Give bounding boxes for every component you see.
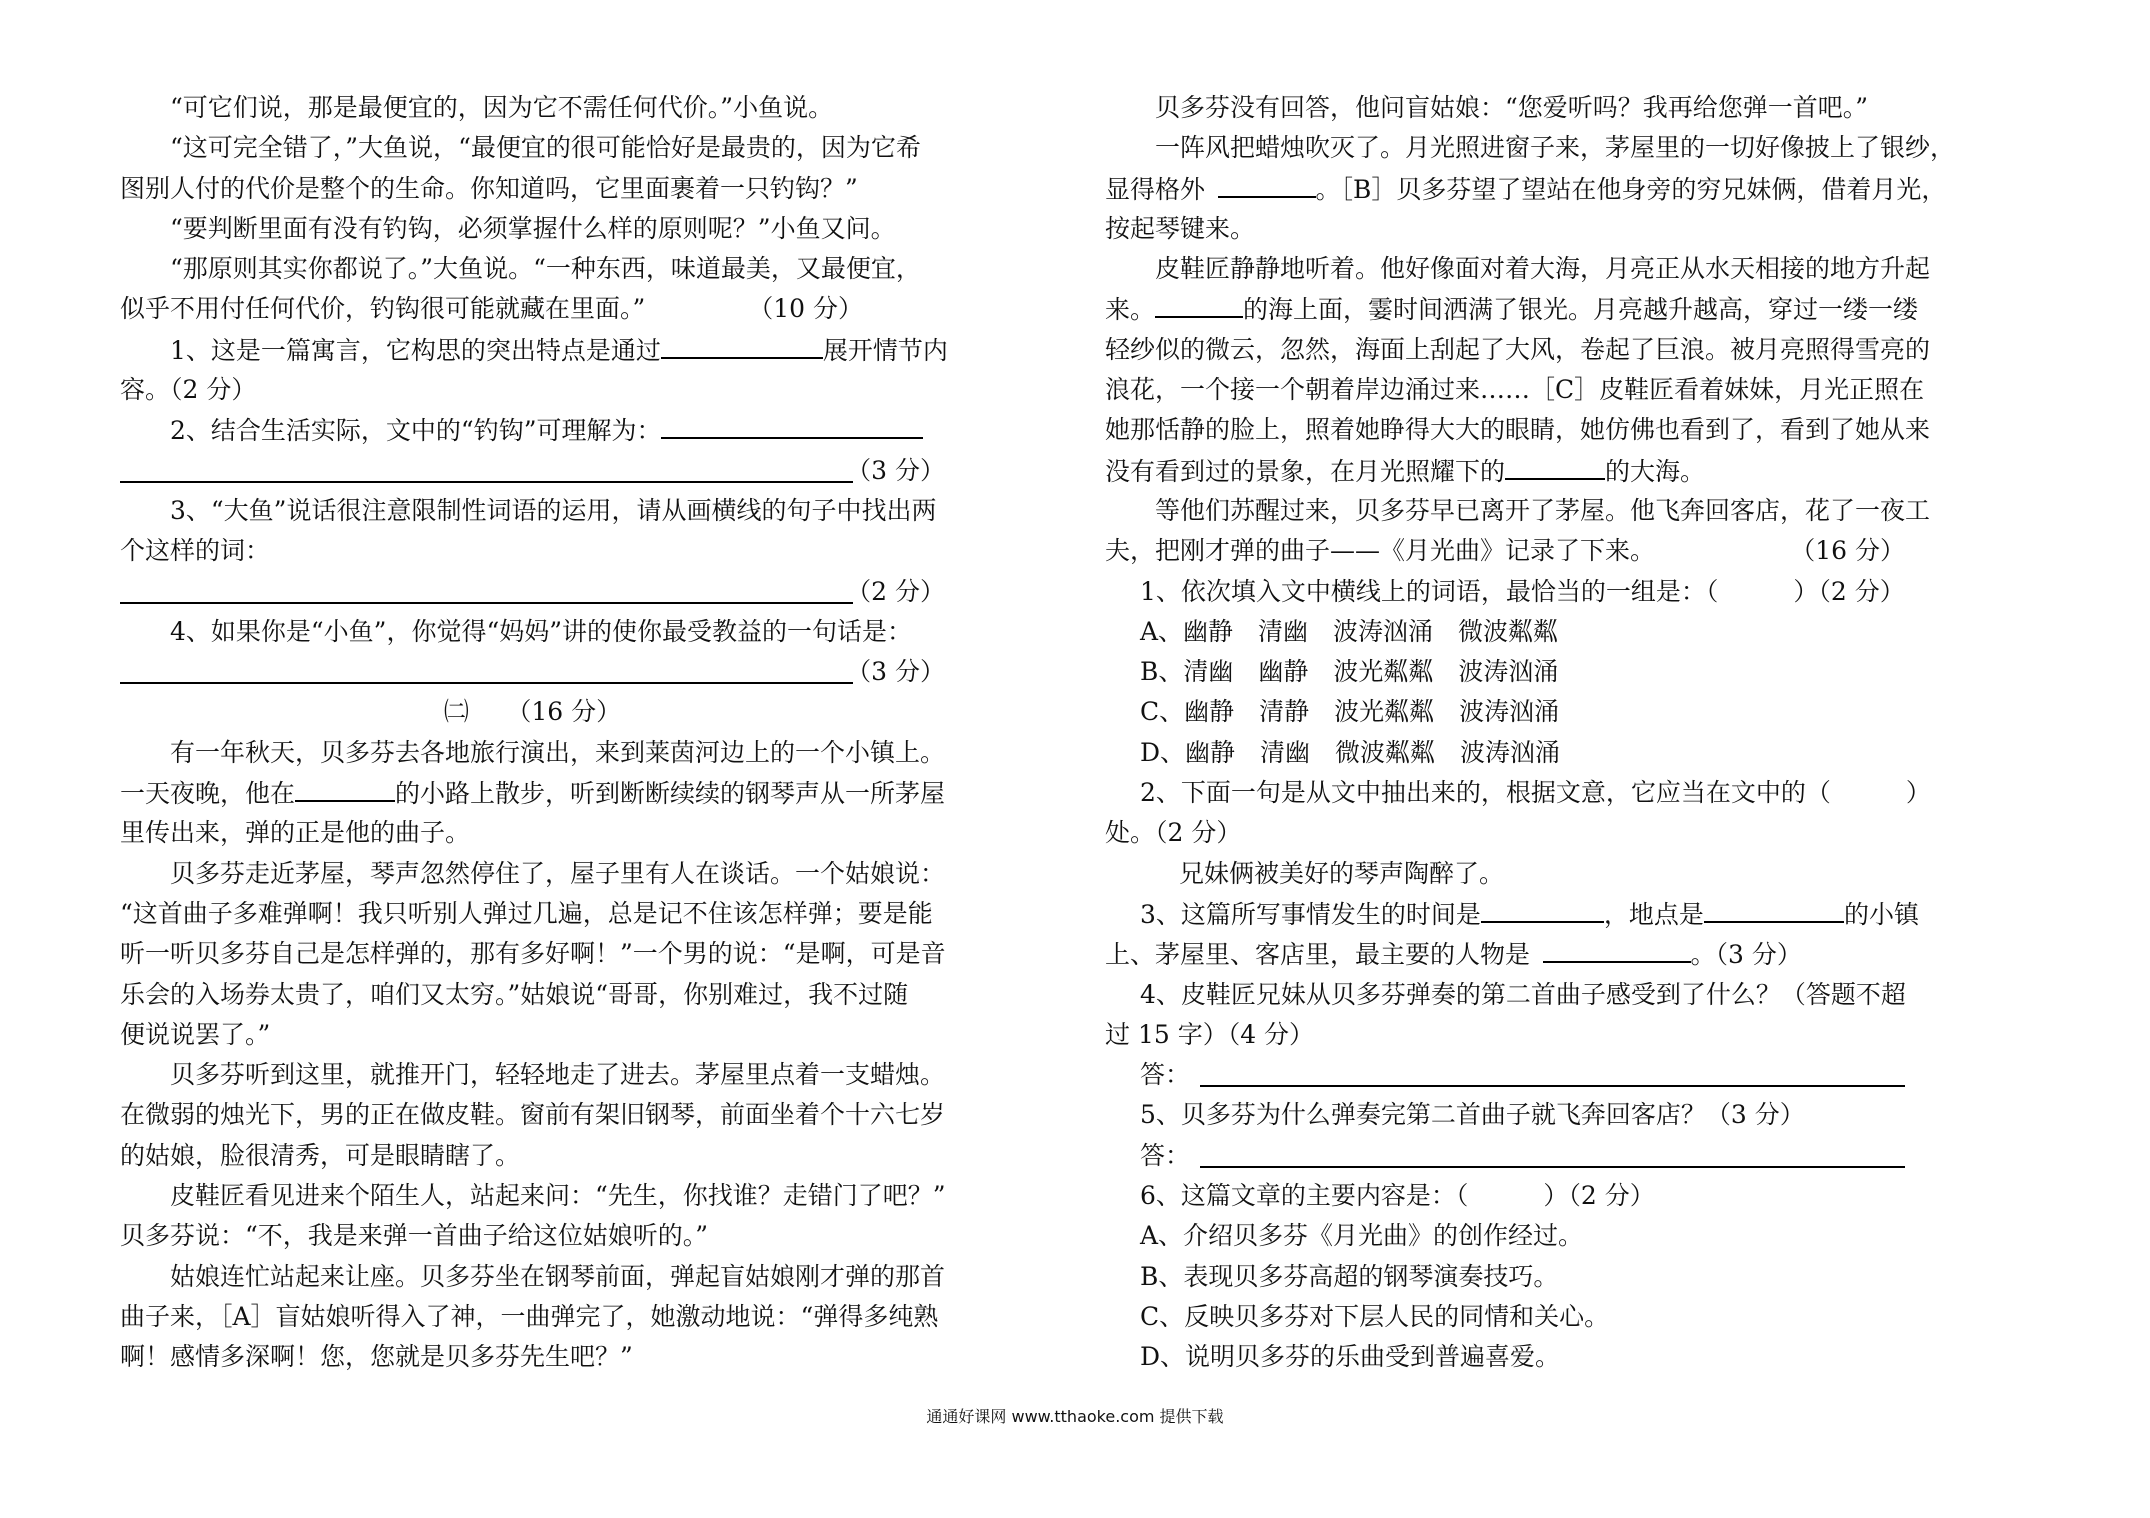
text-fragment: 展开情节内 <box>822 335 948 365</box>
question-5-line: 5、贝多芬为什么弹奏完第二首曲子就飞奔回客店？（3 分） <box>1140 1100 1805 1130</box>
text-line: 贝多芬说：“不，我是来弹一首曲子给这位姑娘听的。” <box>120 1221 709 1251</box>
text-line <box>120 773 945 813</box>
text-fragment: 夫，把刚才弹的曲子——《月光曲》记录了下来。 <box>1105 536 1656 566</box>
text-line: 等他们苏醒过来，贝多芬早已离开了茅屋。他飞奔回客店，花了一夜工 <box>1155 495 1931 525</box>
text-line: “可它们说，那是最便宜的，因为它不需任何代价。”小鱼说。 <box>170 93 834 122</box>
answer-blank[interactable] <box>1704 894 1844 923</box>
text-fragment: 来。 <box>1105 295 1156 325</box>
text-fragment: 的小路上散步，听到断断续续的钢琴声从一所茅屋 <box>395 779 946 809</box>
answer-rule[interactable] <box>120 602 853 604</box>
answer-rule[interactable] <box>1200 1166 1905 1168</box>
option-b: B、表现贝多芬高超的钢琴演奏技巧。 <box>1140 1261 1559 1291</box>
answer-blank[interactable] <box>661 330 823 359</box>
text-fragment: 显得格外 <box>1105 174 1206 204</box>
text-fragment: 的海上面，霎时间洒满了银光。月亮越升越高，穿过一缕一缕 <box>1243 295 1919 325</box>
text-fragment: 上、茅屋里、客店里，最主要的人物是 <box>1105 940 1531 970</box>
text-line <box>1105 934 1905 974</box>
text-line: “这可完全错了，”大鱼说，“最便宜的很可能恰好是最贵的，因为它希 <box>170 133 921 163</box>
text-line <box>1105 289 1919 329</box>
answer-blank[interactable] <box>1218 169 1316 198</box>
text-line: 便说说罢了。” <box>120 1019 271 1049</box>
answer-blank[interactable] <box>1505 451 1605 480</box>
footer-credit: 通通好课网 www.tthaoke.com 提供下载 <box>926 1407 1224 1426</box>
question-2-line <box>120 410 945 450</box>
text-fragment: 。［B］贝多芬望了望站在他身旁的穷兄妹俩，借着月光， <box>1315 174 1947 204</box>
text-fragment: 没有看到过的景象，在月光照耀下的 <box>1105 456 1506 486</box>
text-line: 贝多芬没有回答，他问盲姑娘：“您爱听吗？我再给您弹一首吧。” <box>1155 93 1869 122</box>
text-fragment: 似乎不用付任何代价，钓钩很可能就藏在里面。” <box>120 294 646 324</box>
section-heading: ㈡ （16 分） <box>443 697 622 727</box>
answer-blank[interactable] <box>661 410 923 439</box>
text-line: 轻纱似的微云，忽然，海面上刮起了大风，卷起了巨浪。被月亮照得雪亮的 <box>1105 334 1931 364</box>
question-6-line: 6、这篇文章的主要内容是：（ ）（2 分） <box>1140 1181 1655 1211</box>
answer-blank[interactable] <box>1481 894 1604 923</box>
answer-rule[interactable] <box>120 481 853 483</box>
question-3-line <box>1105 894 1919 934</box>
question-1-line: 1、依次填入文中横线上的词语，最恰当的一组是：（ ）（2 分） <box>1140 576 1905 606</box>
text-fragment: 的大海。 <box>1605 456 1706 486</box>
text-line <box>1105 531 1905 571</box>
text-line: 的姑娘，脸很清秀，可是眼睛瞎了。 <box>120 1140 521 1170</box>
answer-rule[interactable] <box>120 682 853 684</box>
text-line: 听一听贝多芬自己是怎样弹的，那有多好啊！”一个男的说：“是啊，可是音 <box>120 939 946 969</box>
text-line: 贝多芬听到这里，就推开门，轻轻地走了进去。茅屋里点着一支蜡烛。 <box>170 1060 946 1090</box>
answer-line <box>1105 1055 1905 1095</box>
text-fragment: 一天夜晚，他在 <box>120 779 296 809</box>
text-line: 处。（2 分） <box>1105 818 1242 848</box>
answer-label: 答： <box>1140 1060 1191 1090</box>
text-fragment: 的小镇 <box>1843 899 1919 929</box>
text-line <box>120 289 945 329</box>
right-column <box>1105 88 1956 1378</box>
option-a: A、幽静 清幽 波涛汹涌 微波粼粼 <box>1140 616 1559 646</box>
text-line: 个这样的词： <box>120 536 271 566</box>
text-fragment: 。（3 分） <box>1690 940 1802 970</box>
question-1-line <box>120 330 948 370</box>
score-label: （3 分） <box>846 455 945 485</box>
option-d: D、幽静 清幽 微波粼粼 波涛汹涌 <box>1140 737 1561 767</box>
answer-blank[interactable] <box>1543 934 1691 963</box>
text-line: 皮鞋匠看见进来个陌生人，站起来问：“先生，你找谁？走错门了吧？” <box>170 1181 946 1211</box>
option-c: C、幽静 清静 波光粼粼 波涛汹涌 <box>1140 697 1560 727</box>
text-fragment: 2、结合生活实际，文中的“钓钩”可理解为： <box>170 416 662 446</box>
text-line <box>1105 451 1905 491</box>
score-label: （16 分） <box>1790 536 1905 566</box>
text-line: 有一年秋天，贝多芬去各地旅行演出，来到莱茵河边上的一个小镇上。 <box>170 737 946 767</box>
answer-label: 答： <box>1140 1140 1191 1170</box>
question-4-line: 4、皮鞋匠兄妹从贝多芬弹奏的第二首曲子感受到了什么？（答题不超 <box>1140 979 1906 1009</box>
text-line: “那原则其实你都说了。”大鱼说。“一种东西，味道最美，又最便宜， <box>170 254 921 284</box>
score-label: （2 分） <box>846 576 945 606</box>
text-line: 啊！感情多深啊！您，您就是贝多芬先生吧？” <box>120 1342 633 1372</box>
answer-line <box>120 451 945 491</box>
question-2-line: 2、下面一句是从文中抽出来的，根据文意，它应当在文中的（ ） <box>1140 778 1931 808</box>
text-line: “要判断里面有没有钓钩，必须掌握什么样的原则呢？”小鱼又问。 <box>170 213 896 243</box>
text-line: 皮鞋匠静静地听着。他好像面对着大海，月亮正从水天相接的地方升起 <box>1155 254 1931 284</box>
text-line: 她那恬静的脸上，照着她睁得大大的眼睛，她仿佛也看到了，看到了她从来 <box>1105 415 1931 445</box>
extracted-sentence: 兄妹俩被美好的琴声陶醉了。 <box>1179 858 1505 888</box>
answer-line <box>120 652 945 692</box>
option-a: A、介绍贝多芬《月光曲》的创作经过。 <box>1140 1221 1584 1251</box>
text-line: 曲子来，［A］盲姑娘听得入了神，一曲弹完了，她激动地说：“弹得多纯熟 <box>120 1301 939 1331</box>
option-b: B、清幽 幽静 波光粼粼 波涛汹涌 <box>1140 657 1559 687</box>
score-label: （3 分） <box>846 657 945 687</box>
left-column <box>120 88 948 1378</box>
answer-line <box>1105 1136 1905 1176</box>
text-line: 贝多芬走近茅屋，琴声忽然停住了，屋子里有人在谈话。一个姑娘说： <box>170 858 946 888</box>
question-4-line: 4、如果你是“小鱼”，你觉得“妈妈”讲的使你最受教益的一句话是： <box>170 616 913 646</box>
text-line <box>1105 169 1947 209</box>
answer-line <box>120 572 945 612</box>
text-line: 图别人付的代价是整个的生命。你知道吗，它里面裹着一只钓钩？” <box>120 173 858 203</box>
answer-rule[interactable] <box>1200 1085 1905 1087</box>
text-line: 浪花，一个接一个朝着岸边涌过来……［C］皮鞋匠看着妹妹，月光正照在 <box>1105 375 1925 405</box>
text-line: 一阵风把蜡烛吹灭了。月光照进窗子来，茅屋里的一切好像披上了银纱， <box>1155 133 1956 163</box>
answer-blank[interactable] <box>1155 289 1243 318</box>
answer-blank[interactable] <box>295 773 395 802</box>
question-3-line: 3、“大鱼”说话很注意限制性词语的运用，请从画横线的句子中找出两 <box>170 495 937 525</box>
text-line: 里传出来，弹的正是他的曲子。 <box>120 818 471 848</box>
option-d: D、说明贝多芬的乐曲受到普遍喜爱。 <box>1140 1342 1561 1372</box>
text-fragment: 3、这篇所写事情发生的时间是 <box>1140 899 1481 929</box>
score-label: （10 分） <box>748 294 863 324</box>
text-line: 乐会的入场券太贵了，咱们又太穷。”姑娘说“哥哥，你别难过，我不过随 <box>120 979 909 1009</box>
text-line: 按起琴键来。 <box>1105 213 1256 243</box>
text-line: 在微弱的烛光下，男的正在做皮鞋。窗前有架旧钢琴，前面坐着个十六七岁 <box>120 1100 946 1130</box>
option-c: C、反映贝多芬对下层人民的同情和关心。 <box>1140 1301 1610 1331</box>
text-fragment: 1、这是一篇寓言，它构思的突出特点是通过 <box>170 335 661 365</box>
text-line: 容。（2 分） <box>120 375 257 405</box>
text-line: 姑娘连忙站起来让座。贝多芬坐在钢琴前面，弹起盲姑娘刚才弹的那首 <box>170 1261 946 1291</box>
text-line: 过 15 字）（4 分） <box>1105 1019 1315 1049</box>
text-fragment: ，地点是 <box>1603 899 1704 929</box>
text-line: “这首曲子多难弹啊！我只听别人弹过几遍，总是记不住该怎样弹；要是能 <box>120 898 933 928</box>
